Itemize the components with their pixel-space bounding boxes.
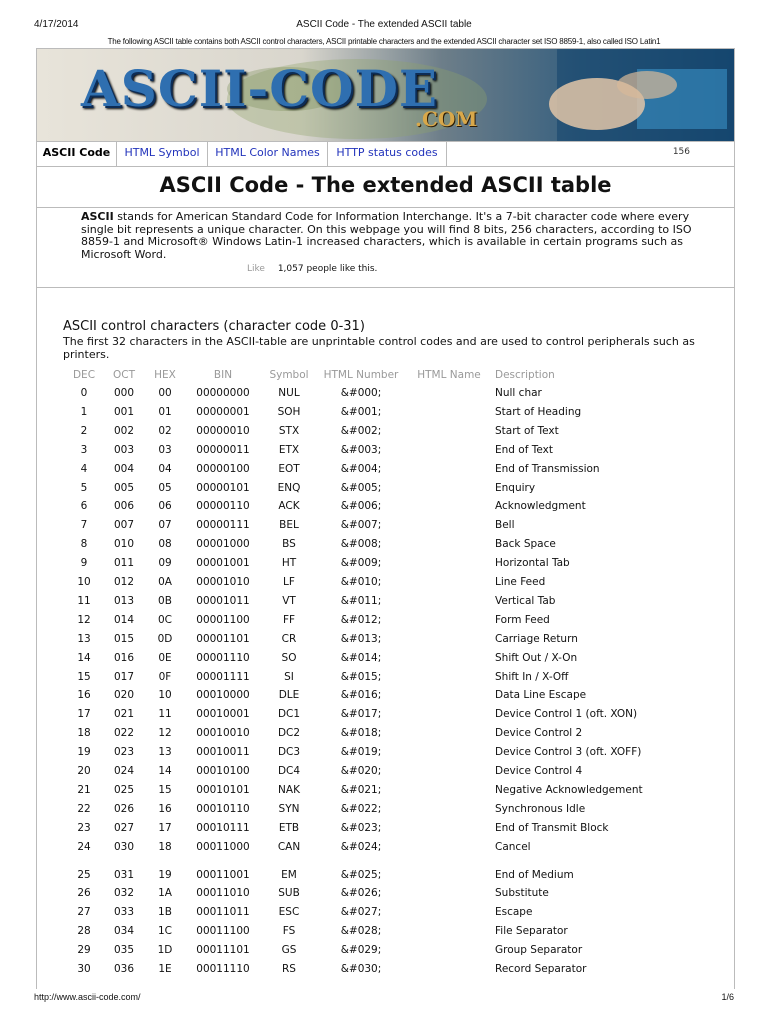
table-row xyxy=(37,652,734,670)
cell-dec: 23 xyxy=(77,821,91,834)
cell-html-number: &#023; xyxy=(340,821,382,834)
cell-hex: 0C xyxy=(157,613,172,626)
cell-hex: 1C xyxy=(157,925,172,938)
site-logo[interactable] xyxy=(81,59,438,118)
cell-bin: 00011011 xyxy=(196,906,250,919)
cell-dec: 17 xyxy=(77,708,91,721)
footer-url: http://www.ascii-code.com/ xyxy=(34,992,141,1002)
cell-dec: 19 xyxy=(77,746,91,759)
cell-dec: 20 xyxy=(77,765,91,777)
cell-bin: 00011100 xyxy=(196,925,250,938)
cell-oct: 006 xyxy=(113,500,135,513)
cell-dec: 29 xyxy=(77,944,91,957)
table-row xyxy=(37,444,734,462)
cell-hex: 1D xyxy=(157,944,173,957)
cell-bin: 00010100 xyxy=(196,765,250,777)
page-title: ASCII Code - The extended ASCII table xyxy=(37,165,734,208)
cell-html-number: &#025; xyxy=(340,868,382,881)
table-row xyxy=(37,614,734,632)
cell-dec: 26 xyxy=(77,887,91,900)
cell-html-number: &#003; xyxy=(340,443,382,456)
print-header xyxy=(0,0,768,46)
cell-oct: 005 xyxy=(113,481,135,494)
cell-html-number: &#026; xyxy=(340,887,382,900)
cell-oct: 013 xyxy=(113,594,135,607)
cell-description: Start of Heading xyxy=(495,405,582,418)
table-row xyxy=(37,925,734,943)
cell-symbol: LF xyxy=(283,576,295,588)
cell-hex: 1A xyxy=(158,887,172,900)
cell-symbol: BEL xyxy=(279,519,299,532)
cell-oct: 017 xyxy=(113,670,135,683)
section-description: The first 32 characters in the ASCII-table are unprintable control codes and are used to control peripherals such as printers. xyxy=(63,335,695,361)
cell-dec: 6 xyxy=(80,500,88,513)
cell-description: Device Control 3 (oft. XOFF) xyxy=(495,746,642,759)
table-row xyxy=(37,519,734,537)
cell-symbol: ETB xyxy=(278,821,300,834)
cell-html-number: &#004; xyxy=(340,462,382,475)
table-row xyxy=(37,500,734,518)
cell-bin: 00000000 xyxy=(196,387,250,399)
footer-page-number: 1/6 xyxy=(721,992,734,1002)
top-nav xyxy=(37,141,734,167)
col-header-oct: OCT xyxy=(112,369,135,381)
intro-paragraph xyxy=(81,211,701,261)
like-text: 1,057 people like this. xyxy=(277,264,378,274)
cell-html-number: &#005; xyxy=(340,481,382,494)
cell-dec: 28 xyxy=(77,925,91,938)
cell-html-number: &#013; xyxy=(340,632,382,645)
cell-html-number: &#021; xyxy=(340,783,382,796)
cell-dec: 11 xyxy=(77,594,91,607)
cell-description: Carriage Return xyxy=(495,632,578,645)
cell-oct: 010 xyxy=(113,538,135,551)
cell-description: Enquiry xyxy=(495,481,536,494)
table-row xyxy=(37,425,734,443)
cell-hex: 02 xyxy=(158,424,172,437)
table-row xyxy=(37,869,734,887)
cell-description: Shift Out / X-On xyxy=(495,651,578,664)
cell-dec: 7 xyxy=(80,519,88,532)
cell-symbol: RS xyxy=(282,963,296,975)
cell-html-number: &#024; xyxy=(340,840,382,853)
cell-oct: 034 xyxy=(113,925,135,938)
cell-oct: 001 xyxy=(113,405,135,418)
cell-description: Vertical Tab xyxy=(495,594,556,607)
table-row xyxy=(37,822,734,840)
cell-hex: 14 xyxy=(158,765,172,777)
cell-oct: 033 xyxy=(113,906,135,919)
cell-hex: 05 xyxy=(158,481,172,494)
cell-hex: 07 xyxy=(158,519,172,532)
cell-bin: 00000011 xyxy=(196,443,250,456)
cell-symbol: SO xyxy=(281,651,297,664)
table-row xyxy=(37,841,734,859)
cell-description: Negative Acknowledgement xyxy=(495,783,643,796)
cell-description: Horizontal Tab xyxy=(495,557,570,570)
cell-oct: 032 xyxy=(113,887,135,900)
cell-symbol: ACK xyxy=(278,500,300,513)
cell-html-number: &#017; xyxy=(340,708,382,721)
cell-bin: 00010101 xyxy=(196,783,250,796)
cell-description: Escape xyxy=(495,906,533,919)
cell-symbol: NUL xyxy=(278,387,300,399)
cell-dec: 12 xyxy=(77,613,91,626)
cell-dec: 1 xyxy=(80,405,88,418)
cell-html-number: &#002; xyxy=(340,424,382,437)
cell-symbol: FS xyxy=(282,925,296,938)
cell-bin: 00010001 xyxy=(196,708,250,721)
cell-symbol: SUB xyxy=(278,887,300,900)
cell-oct: 002 xyxy=(113,424,135,437)
cell-symbol: DC4 xyxy=(277,765,301,777)
cell-html-number: &#020; xyxy=(340,765,382,777)
cell-bin: 00010111 xyxy=(196,821,250,834)
cell-bin: 00000101 xyxy=(196,481,250,494)
tab-html-symbol[interactable]: HTML Symbol xyxy=(117,142,208,166)
cell-hex: 1E xyxy=(158,963,172,975)
cell-description: Cancel xyxy=(495,840,531,853)
cell-html-number: &#008; xyxy=(340,538,382,551)
cell-hex: 0B xyxy=(158,594,172,607)
table-row xyxy=(37,595,734,613)
cell-oct: 031 xyxy=(113,868,135,881)
cell-oct: 026 xyxy=(113,802,135,815)
cell-bin: 00010010 xyxy=(196,727,250,740)
cell-bin: 00000100 xyxy=(196,462,250,475)
cell-symbol: VT xyxy=(282,594,296,607)
intro-text: stands for American Standard Code for Information Interchange. It's a 7-bit character code where every single bit represents a unique character. On this webpage you will find 8 bits, 256 characters, according to ISO 8859-1 and Microsoft® Windows Latin-1 increased characters, which is available in certain programs such as Microsoft Word. xyxy=(81,210,692,261)
cell-description: Device Control 1 (oft. XON) xyxy=(495,708,638,721)
cell-oct: 036 xyxy=(113,963,135,975)
print-title: ASCII Code - The extended ASCII table xyxy=(296,19,472,30)
col-header-html-number: HTML Number xyxy=(323,369,399,381)
cell-html-number: &#001; xyxy=(340,405,382,418)
cell-description: Substitute xyxy=(495,887,549,900)
cell-oct: 023 xyxy=(113,746,135,759)
cell-description: Synchronous Idle xyxy=(495,802,586,815)
cell-dec: 21 xyxy=(77,783,91,796)
cell-html-number: &#010; xyxy=(340,576,382,588)
cell-symbol: SI xyxy=(284,670,294,683)
cell-bin: 00000010 xyxy=(196,424,250,437)
tab-http-status-codes[interactable]: HTTP status codes xyxy=(328,142,447,166)
cell-oct: 003 xyxy=(113,443,135,456)
cell-hex: 08 xyxy=(158,538,172,551)
cell-hex: 13 xyxy=(158,746,172,759)
cell-html-number: &#018; xyxy=(340,727,382,740)
cell-bin: 00001011 xyxy=(196,594,250,607)
table-row xyxy=(37,803,734,821)
cell-oct: 022 xyxy=(113,727,135,740)
cell-hex: 01 xyxy=(158,405,172,418)
cell-hex: 19 xyxy=(158,868,172,881)
cell-description: File Separator xyxy=(495,925,568,938)
cell-bin: 00011000 xyxy=(196,840,250,853)
like-count: 156 xyxy=(672,147,690,157)
cell-bin: 00001101 xyxy=(196,632,250,645)
cell-hex: 09 xyxy=(158,557,172,570)
cell-description: End of Transmit Block xyxy=(495,821,609,834)
cell-bin: 00000001 xyxy=(196,405,250,418)
cell-bin: 00000111 xyxy=(196,519,250,532)
table-row xyxy=(37,906,734,924)
table-row xyxy=(37,887,734,905)
cell-symbol: ETX xyxy=(278,443,300,456)
cell-html-number: &#011; xyxy=(340,594,382,607)
cell-dec: 25 xyxy=(77,868,91,881)
cell-symbol: SOH xyxy=(277,405,301,418)
cell-symbol: SYN xyxy=(278,802,300,815)
table-row xyxy=(37,633,734,651)
cell-description: Device Control 2 xyxy=(495,727,583,740)
cell-hex: 0A xyxy=(158,576,172,588)
col-header-hex: HEX xyxy=(154,369,176,381)
cell-dec: 13 xyxy=(77,632,91,645)
cell-dec: 18 xyxy=(77,727,91,740)
cell-dec: 14 xyxy=(77,651,91,664)
cell-hex: 18 xyxy=(158,840,172,853)
cell-bin: 00010011 xyxy=(196,746,250,759)
cell-oct: 025 xyxy=(113,783,135,796)
cell-html-number: &#012; xyxy=(340,613,382,626)
cell-oct: 027 xyxy=(113,821,135,834)
cell-bin: 00001010 xyxy=(196,576,250,588)
cell-oct: 024 xyxy=(113,765,135,777)
cell-dec: 9 xyxy=(80,557,88,570)
cell-description: Back Space xyxy=(495,538,556,551)
cell-html-number: &#000; xyxy=(340,387,382,399)
cell-hex: 0D xyxy=(157,632,173,645)
table-row xyxy=(37,963,734,981)
cell-hex: 0F xyxy=(158,670,172,683)
cell-oct: 030 xyxy=(113,840,135,853)
cell-dec: 0 xyxy=(80,387,88,399)
section-title: ASCII control characters (character code 0-31) xyxy=(63,319,365,334)
table-row xyxy=(37,784,734,802)
cell-symbol: DC2 xyxy=(277,727,301,740)
cell-oct: 016 xyxy=(113,651,135,664)
cell-symbol: CR xyxy=(281,632,297,645)
cell-dec: 27 xyxy=(77,906,91,919)
cell-html-number: &#019; xyxy=(340,746,382,759)
table-row xyxy=(37,765,734,783)
cell-dec: 3 xyxy=(80,443,88,456)
cell-bin: 00011110 xyxy=(196,963,250,975)
cell-oct: 015 xyxy=(113,632,135,645)
cell-html-number: &#007; xyxy=(340,519,382,532)
cell-hex: 15 xyxy=(158,783,172,796)
cell-dec: 10 xyxy=(77,576,91,588)
cell-hex: 06 xyxy=(158,500,172,513)
table-row xyxy=(37,708,734,726)
cell-description: Start of Text xyxy=(495,424,559,437)
cell-symbol: EOT xyxy=(278,462,300,475)
cell-oct: 007 xyxy=(113,519,135,532)
table-row xyxy=(37,482,734,500)
table-row xyxy=(37,727,734,745)
col-header-bin: BIN xyxy=(213,369,233,381)
cell-dec: 4 xyxy=(80,462,88,475)
cell-dec: 16 xyxy=(77,689,91,702)
cell-html-number: &#028; xyxy=(340,925,382,938)
table-row xyxy=(37,557,734,575)
table-row xyxy=(37,671,734,689)
cell-oct: 014 xyxy=(113,613,135,626)
cell-symbol: NAK xyxy=(278,783,300,796)
cell-hex: 00 xyxy=(158,387,172,399)
cell-html-number: &#022; xyxy=(340,802,382,815)
intro-abbr: ASCII xyxy=(81,210,114,223)
cell-bin: 00001111 xyxy=(196,670,250,683)
cell-dec: 22 xyxy=(77,802,91,815)
cell-oct: 000 xyxy=(113,387,135,399)
cell-description: Device Control 4 xyxy=(495,765,583,777)
cell-hex: 10 xyxy=(158,689,172,702)
logo-suffix: .COM xyxy=(415,107,478,131)
cell-symbol: FF xyxy=(282,613,296,626)
cell-symbol: DC1 xyxy=(277,708,301,721)
cell-symbol: DC3 xyxy=(277,746,301,759)
page-frame xyxy=(36,48,735,989)
cell-bin: 00011001 xyxy=(196,868,250,881)
cell-dec: 30 xyxy=(77,963,91,975)
cell-hex: 0E xyxy=(158,651,172,664)
col-header-description: Description xyxy=(495,369,555,381)
cell-bin: 00000110 xyxy=(196,500,250,513)
cell-symbol: CAN xyxy=(277,840,301,853)
cell-symbol: GS xyxy=(281,944,297,957)
cell-description: Data Line Escape xyxy=(495,689,587,702)
cell-html-number: &#030; xyxy=(340,963,382,975)
cell-description: Group Separator xyxy=(495,944,583,957)
cell-html-number: &#029; xyxy=(340,944,382,957)
cell-dec: 24 xyxy=(77,840,91,853)
table-row xyxy=(37,576,734,594)
cell-symbol: ESC xyxy=(278,906,300,919)
col-header-symbol: Symbol xyxy=(269,369,309,381)
cell-bin: 00001000 xyxy=(196,538,250,551)
cell-oct: 012 xyxy=(113,576,135,588)
site-banner[interactable] xyxy=(37,49,734,141)
cell-html-number: &#014; xyxy=(340,651,382,664)
tab-html-color-names[interactable]: HTML Color Names xyxy=(208,142,328,166)
cell-bin: 00011010 xyxy=(196,887,250,900)
cell-symbol: ENQ xyxy=(277,481,301,494)
cell-oct: 004 xyxy=(113,462,135,475)
cell-symbol: EM xyxy=(281,868,297,881)
cell-bin: 00001100 xyxy=(196,613,250,626)
cell-html-number: &#006; xyxy=(340,500,382,513)
table-row xyxy=(37,944,734,962)
divider xyxy=(37,287,734,288)
cell-oct: 035 xyxy=(113,944,135,957)
table-row xyxy=(37,746,734,764)
cell-oct: 020 xyxy=(113,689,135,702)
cell-description: End of Text xyxy=(495,443,553,456)
cell-html-number: &#009; xyxy=(340,557,382,570)
like-button[interactable]: Like xyxy=(247,264,265,274)
cell-description: Null char xyxy=(495,387,542,399)
cell-symbol: HT xyxy=(281,557,297,570)
cell-description: End of Transmission xyxy=(495,462,600,475)
cell-hex: 12 xyxy=(158,727,172,740)
cell-dec: 15 xyxy=(77,670,91,683)
cell-dec: 5 xyxy=(80,481,88,494)
cell-bin: 00001110 xyxy=(196,651,250,664)
cell-bin: 00001001 xyxy=(196,557,250,570)
cell-oct: 021 xyxy=(113,708,135,721)
cell-symbol: STX xyxy=(278,424,300,437)
cell-description: Form Feed xyxy=(495,613,550,626)
cell-hex: 1B xyxy=(158,906,172,919)
cell-html-number: &#016; xyxy=(340,689,382,702)
cell-description: Acknowledgment xyxy=(495,500,586,513)
col-header-html-name: HTML Name xyxy=(417,369,481,381)
table-row xyxy=(37,387,734,405)
print-date: 4/17/2014 xyxy=(34,19,79,30)
like-widget xyxy=(247,264,377,274)
cell-description: End of Medium xyxy=(495,868,574,881)
col-header-dec: DEC xyxy=(72,369,96,381)
cell-bin: 00010110 xyxy=(196,802,250,815)
cell-description: Record Separator xyxy=(495,963,587,975)
cell-oct: 011 xyxy=(113,557,135,570)
logo-text: ASCII-CODE xyxy=(81,59,439,118)
cell-dec: 2 xyxy=(80,424,88,437)
cell-html-number: &#027; xyxy=(340,906,382,919)
table-row xyxy=(37,538,734,556)
cell-description: Shift In / X-Off xyxy=(495,670,569,683)
cell-html-number: &#015; xyxy=(340,670,382,683)
cell-hex: 04 xyxy=(158,462,172,475)
print-intro: The following ASCII table contains both ASCII control characters, ASCII printable characters and the extended ASCII character set ISO 8859-1, also called ISO Latin1 xyxy=(107,37,661,46)
cell-hex: 03 xyxy=(158,443,172,456)
cell-description: Line Feed xyxy=(495,576,546,588)
cell-bin: 00010000 xyxy=(196,689,250,702)
table-row xyxy=(37,463,734,481)
tab-ascii-code[interactable]: ASCII Code xyxy=(37,142,117,166)
cell-symbol: DLE xyxy=(278,689,300,702)
table-row xyxy=(37,406,734,424)
cell-hex: 11 xyxy=(158,708,172,721)
cell-bin: 00011101 xyxy=(196,944,250,957)
cell-hex: 17 xyxy=(158,821,172,834)
cell-symbol: BS xyxy=(282,538,296,551)
table-row xyxy=(37,689,734,707)
cell-dec: 8 xyxy=(80,538,88,551)
cell-hex: 16 xyxy=(158,802,172,815)
cell-description: Bell xyxy=(495,519,515,532)
